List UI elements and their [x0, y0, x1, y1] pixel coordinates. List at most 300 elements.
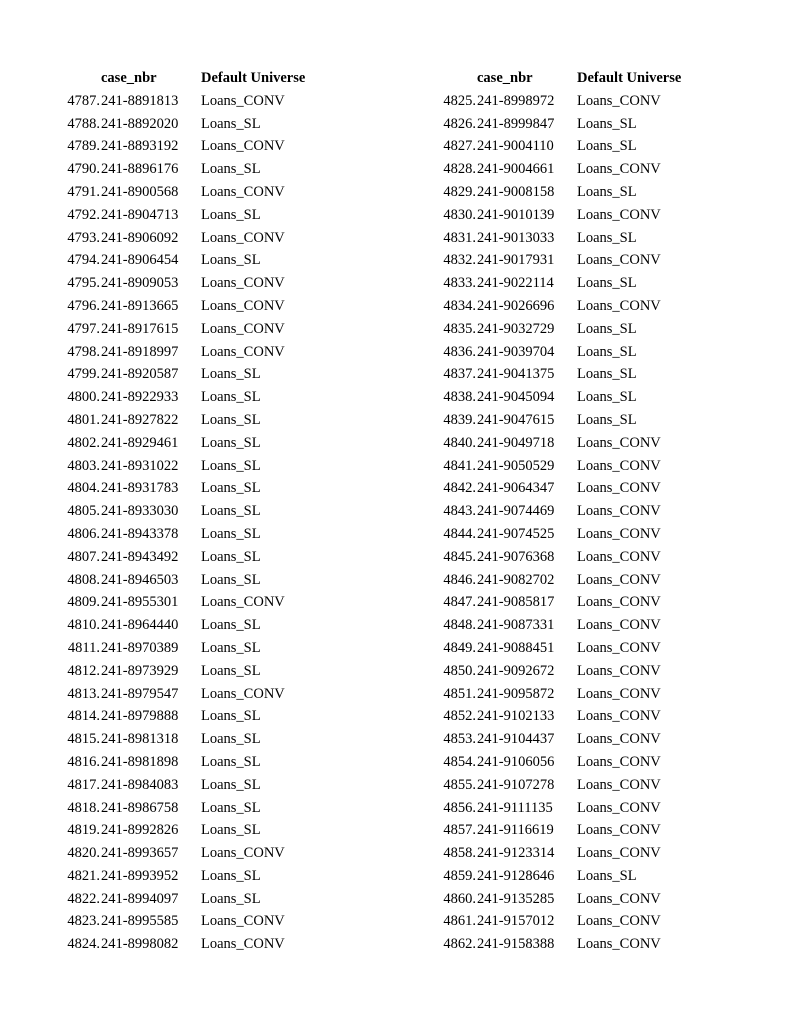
table-row [56, 819, 356, 842]
row-index: 4862. [443, 936, 476, 953]
universe-cell: Loans_SL [201, 662, 261, 679]
case-nbr-cell: 241-8931783 [101, 480, 179, 497]
case-nbr-cell: 241-8943492 [101, 548, 179, 565]
universe-cell: Loans_SL [201, 890, 261, 907]
case-nbr-cell: 241-8920587 [101, 366, 179, 383]
table-row [432, 933, 732, 956]
row-index: 4861. [443, 913, 476, 930]
case-nbr-cell: 241-8946503 [101, 571, 179, 588]
table-row [56, 910, 356, 933]
case-nbr-cell: 241-8964440 [101, 617, 179, 634]
table-row [432, 113, 732, 136]
universe-cell: Loans_CONV [577, 799, 661, 816]
row-index: 4800. [67, 389, 100, 406]
row-index: 4826. [443, 115, 476, 132]
case-nbr-cell: 241-8896176 [101, 161, 179, 178]
universe-cell: Loans_SL [201, 115, 261, 132]
case-nbr-cell: 241-8891813 [101, 92, 179, 109]
universe-cell: Loans_SL [577, 138, 637, 155]
universe-cell: Loans_CONV [577, 708, 661, 725]
universe-cell: Loans_SL [577, 115, 637, 132]
case-nbr-cell: 241-9039704 [477, 343, 555, 360]
case-nbr-cell: 241-8906454 [101, 252, 179, 269]
case-nbr-cell: 241-8929461 [101, 434, 179, 451]
case-nbr-cell: 241-9049718 [477, 434, 555, 451]
table-row [432, 272, 732, 295]
table-row [56, 455, 356, 478]
table-row [56, 181, 356, 204]
universe-cell: Loans_SL [201, 571, 261, 588]
case-nbr-cell: 241-8992826 [101, 822, 179, 839]
table-header-row [56, 67, 356, 90]
universe-cell: Loans_CONV [577, 617, 661, 634]
row-index: 4796. [67, 297, 100, 314]
table-row [56, 341, 356, 364]
case-nbr-cell: 241-9013033 [477, 229, 555, 246]
case-nbr-cell: 241-9104437 [477, 731, 555, 748]
case-nbr-cell: 241-9116619 [477, 822, 554, 839]
row-index: 4791. [67, 183, 100, 200]
row-index: 4834. [443, 297, 476, 314]
row-index: 4817. [67, 776, 100, 793]
universe-cell: Loans_CONV [577, 434, 661, 451]
row-index: 4836. [443, 343, 476, 360]
table-row [56, 386, 356, 409]
row-index: 4803. [67, 457, 100, 474]
row-index: 4844. [443, 525, 476, 542]
universe-cell: Loans_SL [201, 434, 261, 451]
row-index: 4840. [443, 434, 476, 451]
case-nbr-cell: 241-8892020 [101, 115, 179, 132]
universe-cell: Loans_CONV [577, 685, 661, 702]
case-nbr-cell: 241-8943378 [101, 525, 179, 542]
case-nbr-cell: 241-9004661 [477, 161, 555, 178]
universe-cell: Loans_CONV [577, 776, 661, 793]
table-row [432, 614, 732, 637]
case-nbr-cell: 241-8933030 [101, 503, 179, 520]
row-index: 4854. [443, 753, 476, 770]
table-row [432, 728, 732, 751]
row-index: 4859. [443, 867, 476, 884]
table-row [432, 705, 732, 728]
universe-cell: Loans_CONV [577, 297, 661, 314]
row-index: 4814. [67, 708, 100, 725]
case-nbr-cell: 241-8984083 [101, 776, 179, 793]
case-nbr-cell: 241-9047615 [477, 411, 555, 428]
universe-cell: Loans_CONV [577, 936, 661, 953]
row-index: 4837. [443, 366, 476, 383]
row-index: 4857. [443, 822, 476, 839]
universe-cell: Loans_SL [577, 183, 637, 200]
universe-cell: Loans_SL [201, 206, 261, 223]
universe-cell: Loans_CONV [201, 913, 285, 930]
table-row [56, 158, 356, 181]
case-nbr-cell: 241-8981898 [101, 753, 179, 770]
table-row [56, 272, 356, 295]
case-table-left [56, 67, 356, 956]
universe-cell: Loans_CONV [577, 890, 661, 907]
case-nbr-cell: 241-8918997 [101, 343, 179, 360]
case-nbr-cell: 241-8906092 [101, 229, 179, 246]
row-index: 4789. [67, 138, 100, 155]
case-nbr-cell: 241-8955301 [101, 594, 179, 611]
universe-cell: Loans_SL [577, 389, 637, 406]
table-row [56, 705, 356, 728]
case-nbr-cell: 241-8909053 [101, 275, 179, 292]
case-nbr-cell: 241-8995585 [101, 913, 179, 930]
table-row [56, 432, 356, 455]
universe-cell: Loans_SL [201, 708, 261, 725]
case-nbr-header: case_nbr [101, 70, 157, 86]
case-table-right [432, 67, 732, 956]
row-index: 4827. [443, 138, 476, 155]
table-row [432, 477, 732, 500]
table-row [56, 751, 356, 774]
case-nbr-cell: 241-9157012 [477, 913, 555, 930]
case-nbr-cell: 241-9045094 [477, 389, 555, 406]
universe-cell: Loans_SL [201, 548, 261, 565]
row-index: 4801. [67, 411, 100, 428]
table-row [432, 204, 732, 227]
row-index: 4821. [67, 867, 100, 884]
row-index: 4847. [443, 594, 476, 611]
table-row [432, 90, 732, 113]
case-nbr-cell: 241-8931022 [101, 457, 179, 474]
universe-cell: Loans_SL [201, 753, 261, 770]
row-index: 4799. [67, 366, 100, 383]
row-index: 4813. [67, 685, 100, 702]
universe-cell: Loans_SL [201, 525, 261, 542]
table-row [56, 660, 356, 683]
table-body-right [432, 90, 732, 956]
case-nbr-cell: 241-9017931 [477, 252, 555, 269]
table-row [56, 318, 356, 341]
universe-cell: Loans_CONV [201, 845, 285, 862]
table-row [432, 637, 732, 660]
row-index: 4809. [67, 594, 100, 611]
case-nbr-cell: 241-9107278 [477, 776, 555, 793]
row-index: 4820. [67, 845, 100, 862]
universe-cell: Loans_CONV [201, 343, 285, 360]
case-nbr-cell: 241-9158388 [477, 936, 555, 953]
table-row [432, 158, 732, 181]
universe-cell: Loans_SL [201, 867, 261, 884]
universe-cell: Loans_SL [577, 366, 637, 383]
case-nbr-cell: 241-8973929 [101, 662, 179, 679]
case-nbr-cell: 241-8994097 [101, 890, 179, 907]
row-index: 4831. [443, 229, 476, 246]
row-index: 4812. [67, 662, 100, 679]
row-index: 4818. [67, 799, 100, 816]
case-nbr-cell: 241-8998972 [477, 92, 555, 109]
row-index: 4855. [443, 776, 476, 793]
table-row [432, 797, 732, 820]
table-row [432, 249, 732, 272]
case-nbr-cell: 241-9087331 [477, 617, 555, 634]
table-row [56, 933, 356, 956]
row-index: 4816. [67, 753, 100, 770]
case-nbr-cell: 241-8979888 [101, 708, 179, 725]
table-row [432, 386, 732, 409]
row-index: 4797. [67, 320, 100, 337]
row-index: 4788. [67, 115, 100, 132]
table-row [56, 865, 356, 888]
default-universe-header: Default Universe [201, 70, 306, 86]
case-nbr-cell: 241-9026696 [477, 297, 555, 314]
case-nbr-cell: 241-9128646 [477, 867, 555, 884]
case-nbr-cell: 241-9085817 [477, 594, 555, 611]
universe-cell: Loans_SL [201, 480, 261, 497]
universe-cell: Loans_CONV [577, 525, 661, 542]
row-index: 4794. [67, 252, 100, 269]
universe-cell: Loans_SL [201, 503, 261, 520]
table-row [432, 774, 732, 797]
universe-cell: Loans_CONV [577, 731, 661, 748]
universe-cell: Loans_SL [577, 343, 637, 360]
universe-cell: Loans_CONV [201, 138, 285, 155]
table-row [56, 614, 356, 637]
case-nbr-cell: 241-9022114 [477, 275, 554, 292]
universe-cell: Loans_CONV [577, 457, 661, 474]
table-row [432, 455, 732, 478]
table-row [432, 751, 732, 774]
case-nbr-cell: 241-8979547 [101, 685, 179, 702]
table-row [56, 523, 356, 546]
case-nbr-cell: 241-9010139 [477, 206, 555, 223]
case-nbr-cell: 241-8917615 [101, 320, 179, 337]
case-nbr-cell: 241-9095872 [477, 685, 555, 702]
table-row [432, 683, 732, 706]
table-row [56, 363, 356, 386]
case-nbr-cell: 241-9082702 [477, 571, 555, 588]
universe-cell: Loans_CONV [577, 548, 661, 565]
right-column [432, 67, 732, 956]
table-row [432, 432, 732, 455]
universe-cell: Loans_CONV [201, 685, 285, 702]
case-nbr-cell: 241-8913665 [101, 297, 179, 314]
case-nbr-cell: 241-8999847 [477, 115, 555, 132]
universe-cell: Loans_CONV [577, 845, 661, 862]
table-row [56, 204, 356, 227]
row-index: 4846. [443, 571, 476, 588]
case-nbr-cell: 241-8904713 [101, 206, 179, 223]
universe-cell: Loans_SL [577, 411, 637, 428]
universe-cell: Loans_SL [201, 366, 261, 383]
row-index: 4853. [443, 731, 476, 748]
case-nbr-cell: 241-9074469 [477, 503, 555, 520]
universe-cell: Loans_CONV [577, 822, 661, 839]
case-nbr-cell: 241-9106056 [477, 753, 555, 770]
universe-cell: Loans_SL [201, 822, 261, 839]
case-nbr-cell: 241-8927822 [101, 411, 179, 428]
table-row [432, 523, 732, 546]
universe-cell: Loans_SL [201, 161, 261, 178]
table-row [56, 888, 356, 911]
table-row [56, 113, 356, 136]
table-row [56, 249, 356, 272]
row-index: 4822. [67, 890, 100, 907]
row-index: 4810. [67, 617, 100, 634]
case-nbr-cell: 241-8981318 [101, 731, 179, 748]
table-row [56, 500, 356, 523]
case-nbr-cell: 241-8922933 [101, 389, 179, 406]
table-row [56, 135, 356, 158]
row-index: 4842. [443, 480, 476, 497]
row-index: 4807. [67, 548, 100, 565]
universe-cell: Loans_CONV [201, 297, 285, 314]
row-index: 4825. [443, 92, 476, 109]
universe-cell: Loans_SL [201, 776, 261, 793]
table-row [56, 295, 356, 318]
table-row [432, 409, 732, 432]
row-index: 4795. [67, 275, 100, 292]
case-nbr-cell: 241-8993952 [101, 867, 179, 884]
table-row [432, 341, 732, 364]
table-row [432, 227, 732, 250]
table-body-left [56, 90, 356, 956]
default-universe-header: Default Universe [577, 70, 682, 86]
left-column [56, 67, 356, 956]
index-header [56, 67, 100, 90]
row-index: 4833. [443, 275, 476, 292]
universe-cell: Loans_CONV [577, 480, 661, 497]
table-row [432, 910, 732, 933]
universe-cell: Loans_SL [201, 252, 261, 269]
table-row [432, 181, 732, 204]
case-nbr-cell: 241-9074525 [477, 525, 555, 542]
row-index: 4790. [67, 161, 100, 178]
universe-cell: Loans_CONV [577, 662, 661, 679]
universe-cell: Loans_CONV [201, 92, 285, 109]
case-nbr-cell: 241-9008158 [477, 183, 555, 200]
row-index: 4823. [67, 913, 100, 930]
row-index: 4805. [67, 503, 100, 520]
table-row [432, 888, 732, 911]
table-row [56, 683, 356, 706]
universe-cell: Loans_SL [201, 389, 261, 406]
row-index: 4851. [443, 685, 476, 702]
row-index: 4830. [443, 206, 476, 223]
row-index: 4829. [443, 183, 476, 200]
table-row [432, 363, 732, 386]
row-index: 4841. [443, 457, 476, 474]
row-index: 4787. [67, 92, 100, 109]
universe-cell: Loans_SL [201, 457, 261, 474]
table-row [432, 569, 732, 592]
row-index: 4811. [67, 639, 100, 656]
row-index: 4843. [443, 503, 476, 520]
table-row [432, 295, 732, 318]
case-nbr-cell: 241-9041375 [477, 366, 555, 383]
row-index: 4828. [443, 161, 476, 178]
row-index: 4832. [443, 252, 476, 269]
row-index: 4798. [67, 343, 100, 360]
row-index: 4808. [67, 571, 100, 588]
case-nbr-cell: 241-8998082 [101, 936, 179, 953]
case-nbr-cell: 241-9102133 [477, 708, 555, 725]
row-index: 4802. [67, 434, 100, 451]
row-index: 4824. [67, 936, 100, 953]
row-index: 4860. [443, 890, 476, 907]
table-row [56, 227, 356, 250]
case-nbr-cell: 241-9050529 [477, 457, 555, 474]
universe-cell: Loans_SL [201, 411, 261, 428]
universe-cell: Loans_CONV [577, 571, 661, 588]
universe-cell: Loans_SL [577, 320, 637, 337]
row-index: 4856. [443, 799, 476, 816]
row-index: 4815. [67, 731, 100, 748]
universe-cell: Loans_CONV [577, 92, 661, 109]
row-index: 4852. [443, 708, 476, 725]
table-row [56, 409, 356, 432]
universe-cell: Loans_SL [577, 229, 637, 246]
universe-cell: Loans_CONV [201, 594, 285, 611]
case-nbr-cell: 241-8986758 [101, 799, 179, 816]
universe-cell: Loans_SL [201, 617, 261, 634]
table-row [56, 569, 356, 592]
row-index: 4806. [67, 525, 100, 542]
universe-cell: Loans_CONV [577, 753, 661, 770]
universe-cell: Loans_SL [201, 639, 261, 656]
table-row [432, 842, 732, 865]
row-index: 4850. [443, 662, 476, 679]
table-row [432, 819, 732, 842]
row-index: 4839. [443, 411, 476, 428]
universe-cell: Loans_CONV [201, 229, 285, 246]
universe-cell: Loans_CONV [577, 639, 661, 656]
row-index: 4848. [443, 617, 476, 634]
case-nbr-cell: 241-9088451 [477, 639, 555, 656]
case-nbr-cell: 241-8900568 [101, 183, 179, 200]
universe-cell: Loans_CONV [201, 936, 285, 953]
row-index: 4849. [443, 639, 476, 656]
index-header [432, 67, 476, 90]
universe-cell: Loans_CONV [577, 913, 661, 930]
row-index: 4804. [67, 480, 100, 497]
universe-cell: Loans_CONV [577, 161, 661, 178]
universe-cell: Loans_CONV [577, 594, 661, 611]
row-index: 4845. [443, 548, 476, 565]
case-nbr-cell: 241-9032729 [477, 320, 555, 337]
table-row [432, 318, 732, 341]
case-nbr-cell: 241-9064347 [477, 480, 555, 497]
table-row [56, 90, 356, 113]
universe-cell: Loans_CONV [201, 275, 285, 292]
row-index: 4835. [443, 320, 476, 337]
row-index: 4793. [67, 229, 100, 246]
case-nbr-cell: 241-9135285 [477, 890, 555, 907]
table-header-row [432, 67, 732, 90]
case-nbr-cell: 241-8993657 [101, 845, 179, 862]
case-nbr-cell: 241-9076368 [477, 548, 555, 565]
table-row [432, 660, 732, 683]
table-row [432, 546, 732, 569]
table-row [56, 774, 356, 797]
table-row [432, 591, 732, 614]
universe-cell: Loans_SL [201, 731, 261, 748]
table-row [432, 135, 732, 158]
case-nbr-cell: 241-8893192 [101, 138, 179, 155]
universe-cell: Loans_CONV [201, 183, 285, 200]
table-row [56, 842, 356, 865]
row-index: 4819. [67, 822, 100, 839]
universe-cell: Loans_SL [577, 867, 637, 884]
table-row [56, 477, 356, 500]
universe-cell: Loans_SL [577, 275, 637, 292]
table-row [432, 865, 732, 888]
case-nbr-cell: 241-9111135 [477, 799, 553, 816]
row-index: 4838. [443, 389, 476, 406]
